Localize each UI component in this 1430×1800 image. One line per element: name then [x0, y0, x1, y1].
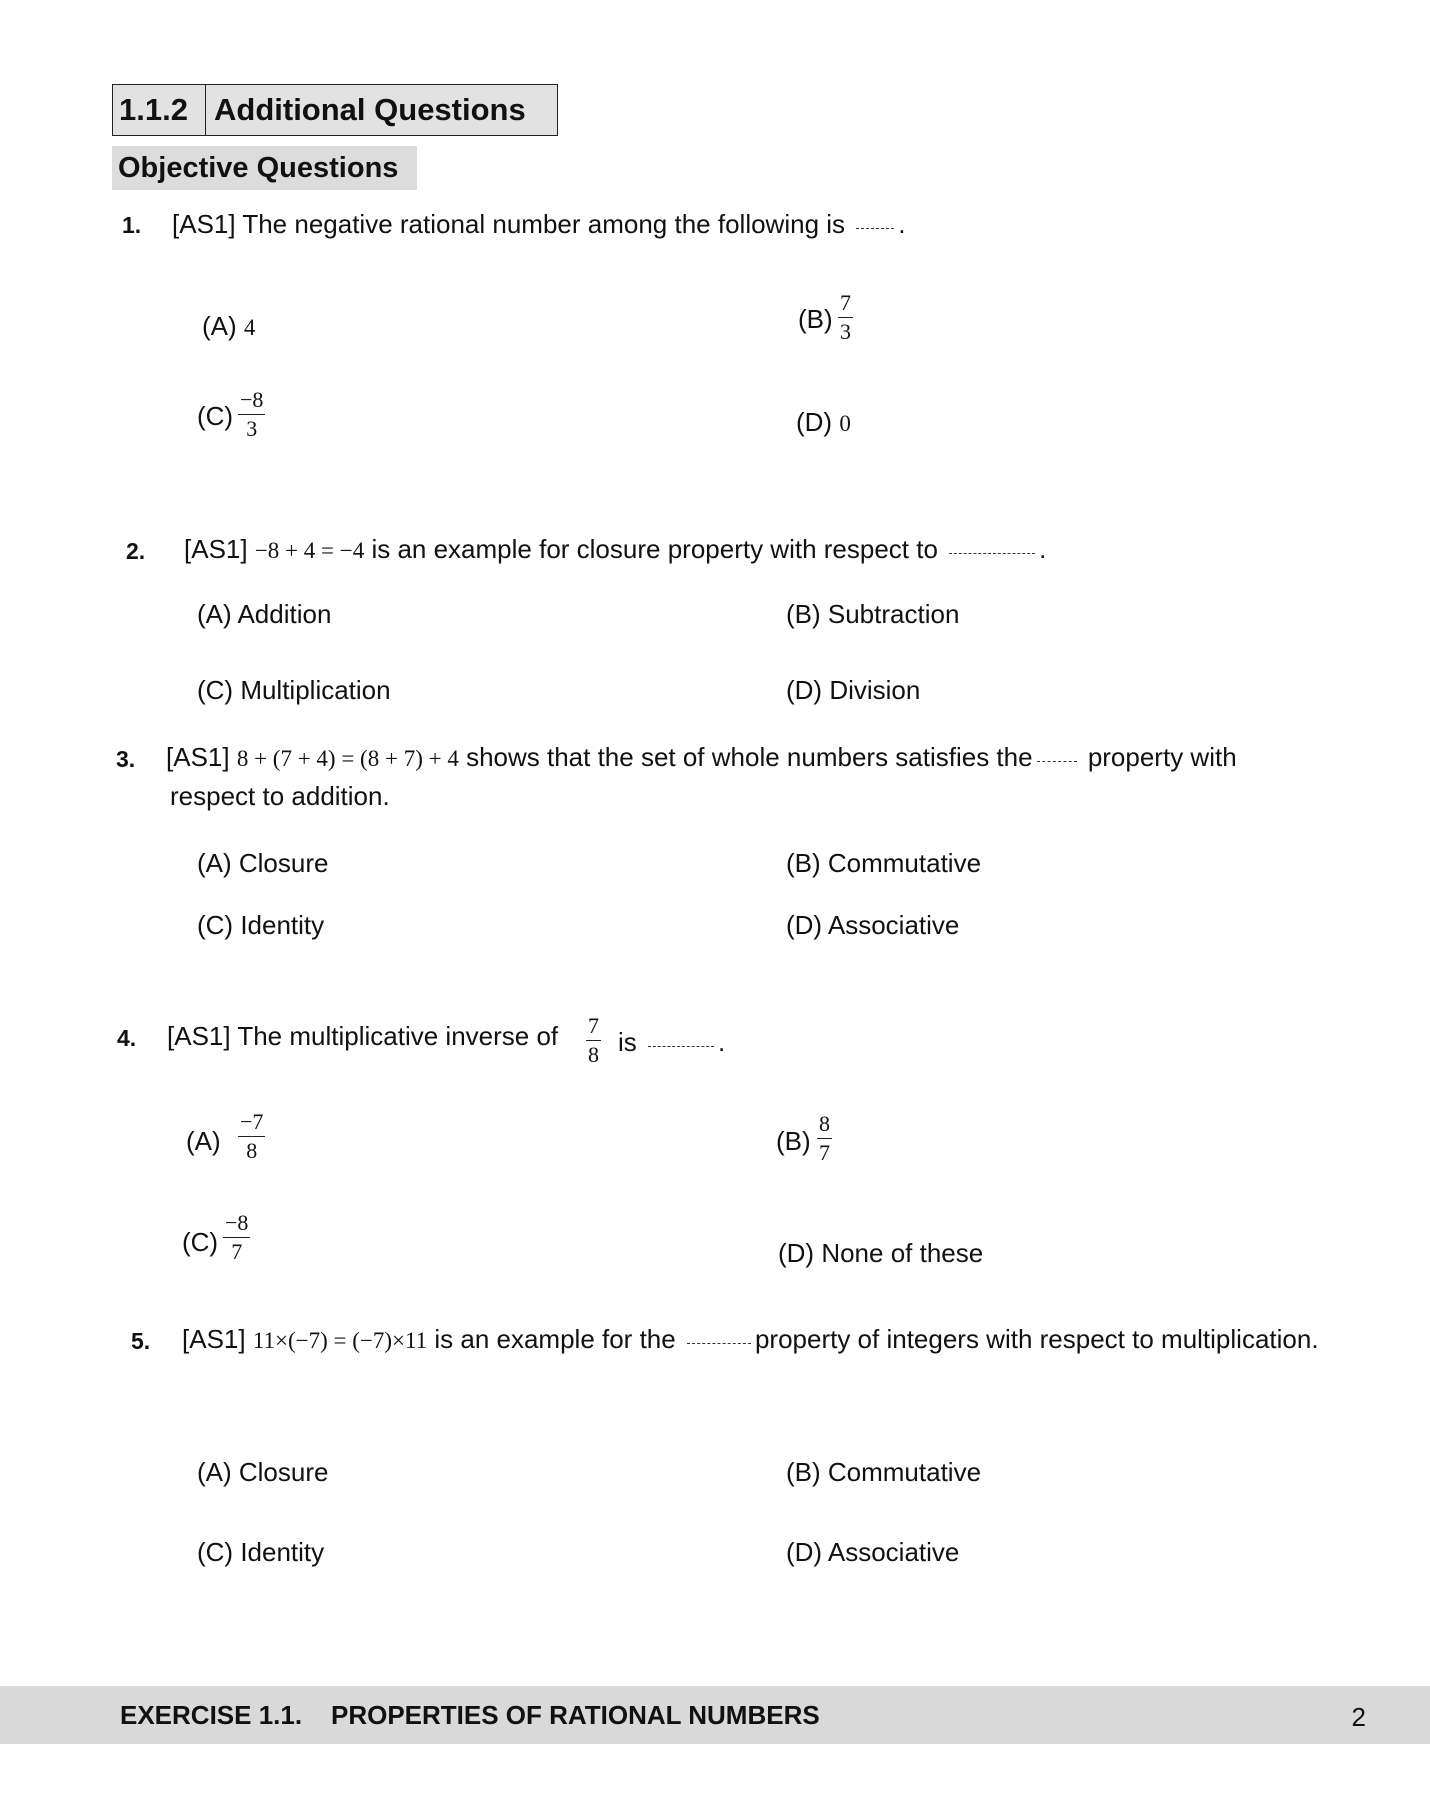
q4-option-c-label: (C): [182, 1227, 219, 1257]
answer-blank: [1037, 759, 1077, 762]
q1-option-c-fraction: $\frac{-8}{3}$: [240, 387, 264, 441]
footer-title: EXERCISE 1.1. PROPERTIES OF RATIONAL NUMBERS: [120, 1700, 820, 1730]
question-4-fraction: $\frac{7}{8}$: [588, 1013, 599, 1067]
q4-option-b-label: (B): [776, 1126, 811, 1156]
q2-option-c: (C) Multiplication: [197, 675, 391, 705]
q1-option-d: (D) 0: [796, 407, 851, 437]
q5-option-b: (B) Commutative: [786, 1457, 982, 1487]
question-4-text: [AS1] The multiplicative inverse of: [167, 1021, 559, 1051]
q2-option-d: (D) Division: [786, 675, 921, 705]
q4-option-a-label: (A): [186, 1126, 221, 1156]
page-number: 2: [1351, 1702, 1366, 1732]
q1-option-c-label: (C): [197, 401, 234, 431]
question-2-text: [AS1] −8 + 4 = −4 is an example for closure property with respect to .: [184, 534, 1047, 564]
question-5-number: 5.: [131, 1328, 151, 1354]
q2-option-b: (B) Subtraction: [786, 599, 960, 629]
question-4-text-end: is .: [618, 1027, 726, 1057]
q3-option-d: (D) Associative: [786, 910, 960, 940]
q4-option-c-fraction: $\frac{-8}{7}$: [225, 1210, 249, 1264]
question-3-text-line2: respect to addition.: [170, 781, 390, 811]
q1-option-b-fraction: $\frac{7}{3}$: [840, 290, 851, 344]
q5-option-c: (C) Identity: [197, 1537, 325, 1567]
question-4-number: 4.: [117, 1025, 137, 1051]
q5-option-a: (A) Closure: [197, 1457, 329, 1487]
question-1-number: 1.: [122, 212, 142, 238]
question-1-text: [AS1] The negative rational number among the following is .: [172, 209, 906, 239]
q3-option-c: (C) Identity: [197, 910, 325, 940]
q1-option-a: (A) 4: [202, 311, 256, 341]
answer-blank: [949, 551, 1035, 554]
question-5-text: [AS1] 11×(−7) = (−7)×11 is an example for the property of integers with respect to multiplication.: [182, 1324, 1319, 1354]
q5-option-d: (D) Associative: [786, 1537, 960, 1567]
q4-option-d: (D) None of these: [778, 1238, 984, 1268]
answer-blank: [648, 1044, 714, 1047]
question-3-text: [AS1] 8 + (7 + 4) = (8 + 7) + 4 shows that the set of whole numbers satisfies the property with: [166, 742, 1237, 772]
answer-blank: [856, 226, 894, 229]
q4-option-a-fraction: $\frac{-7}{8}$: [240, 1109, 264, 1163]
q4-option-b-fraction: $\frac{8}{7}$: [819, 1111, 830, 1165]
q2-option-a: (A) Addition: [197, 599, 332, 629]
q3-option-b: (B) Commutative: [786, 848, 982, 878]
page-footer: [0, 1686, 1430, 1744]
question-2-number: 2.: [126, 538, 146, 564]
question-3-number: 3.: [116, 746, 136, 772]
section-title: Additional Questions: [214, 92, 526, 127]
q1-option-b-label: (B): [798, 304, 833, 334]
section-number: 1.1.2: [113, 85, 206, 135]
section-header: [112, 84, 558, 136]
q3-option-a: (A) Closure: [197, 848, 329, 878]
answer-blank: [687, 1341, 751, 1344]
subheading: Objective Questions: [112, 146, 417, 190]
